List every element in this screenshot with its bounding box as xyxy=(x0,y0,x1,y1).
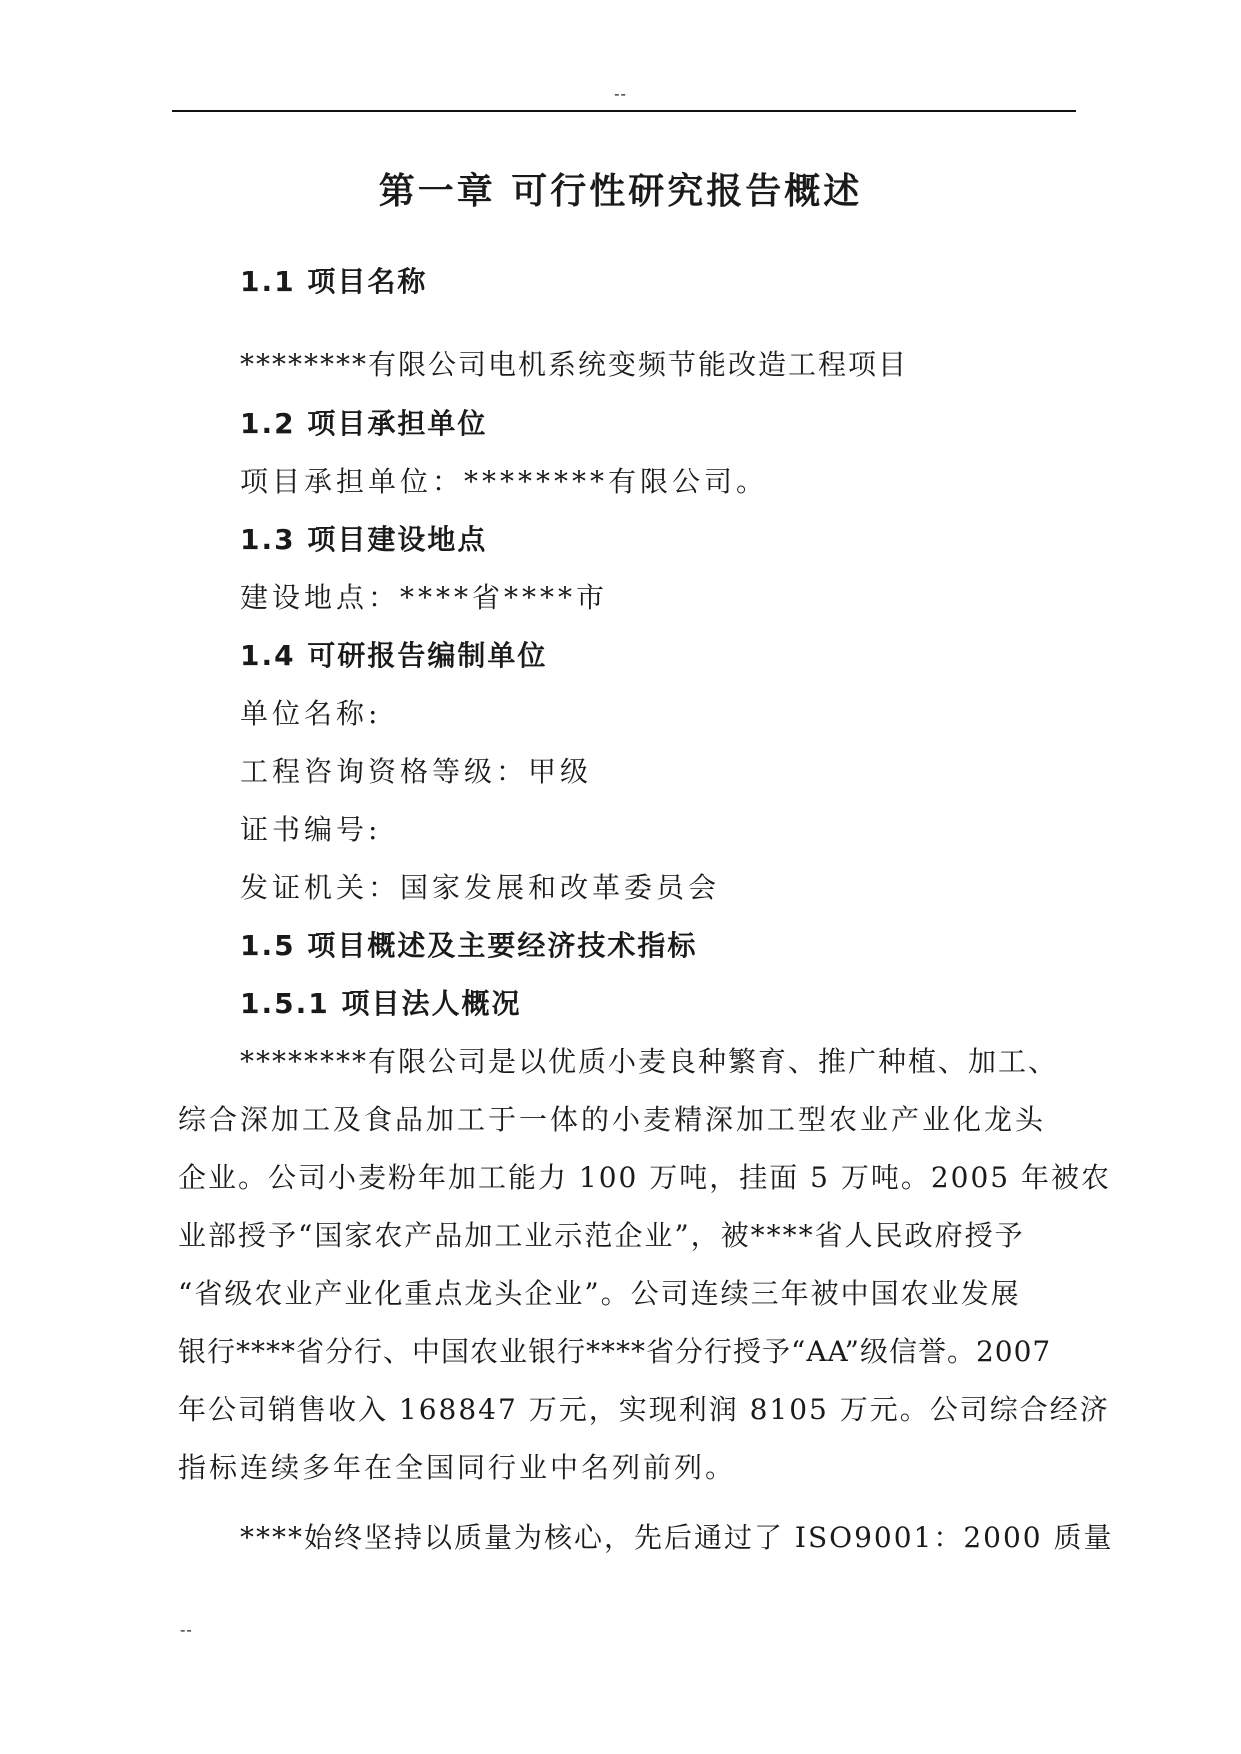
section-1-4-heading: 1.4 可研报告编制单位 xyxy=(240,639,548,672)
unit-name-text: 单位名称: xyxy=(240,697,382,730)
issuer-text: 发证机关：国家发展和改革委员会 xyxy=(240,871,721,904)
header-rule xyxy=(172,110,1076,112)
quality-paragraph-line: ****始终坚持以质量为核心，先后通过了 ISO9001：2000 质量 xyxy=(240,1521,1114,1554)
project-name-text: ********有限公司电机系统变频节能改造工程项目 xyxy=(240,348,909,381)
company-overview-line: 银行****省分行、中国农业银行****省分行授予“AA”级信誉。2007 xyxy=(178,1335,1052,1368)
project-owner-text: 项目承担单位：********有限公司。 xyxy=(240,465,769,498)
qualification-text: 工程咨询资格等级：甲级 xyxy=(240,755,593,788)
page-header-mark: -- xyxy=(614,84,627,103)
company-overview-line: “省级农业产业化重点龙头企业”。公司连续三年被中国农业发展 xyxy=(178,1277,1021,1310)
section-1-5-1-heading: 1.5.1 项目法人概况 xyxy=(240,987,522,1020)
company-overview-line: 年公司销售收入 168847 万元，实现利润 8105 万元。公司综合经济 xyxy=(178,1393,1110,1426)
chapter-title: 第一章 可行性研究报告概述 xyxy=(378,171,863,212)
company-overview-line: ********有限公司是以优质小麦良种繁育、推广种植、加工、 xyxy=(240,1045,1059,1078)
section-1-5-heading: 1.5 项目概述及主要经济技术指标 xyxy=(240,929,698,962)
page-footer-mark: -- xyxy=(180,1620,193,1639)
section-1-2-heading: 1.2 项目承担单位 xyxy=(240,407,488,440)
certificate-number-text: 证书编号: xyxy=(240,813,382,846)
company-overview-line: 指标连续多年在全国同行业中名列前列。 xyxy=(178,1451,737,1484)
section-1-1-heading: 1.1 项目名称 xyxy=(240,265,428,298)
section-1-3-heading: 1.3 项目建设地点 xyxy=(240,523,488,556)
company-overview-line: 业部授予“国家农产品加工业示范企业”，被****省人民政府授予 xyxy=(178,1219,1025,1252)
company-overview-line: 综合深加工及食品加工于一体的小麦精深加工型农业产业化龙头 xyxy=(178,1103,1047,1136)
construction-site-text: 建设地点：****省****市 xyxy=(240,581,609,614)
company-overview-line: 企业。公司小麦粉年加工能力 100 万吨，挂面 5 万吨。2005 年被农 xyxy=(178,1161,1112,1194)
